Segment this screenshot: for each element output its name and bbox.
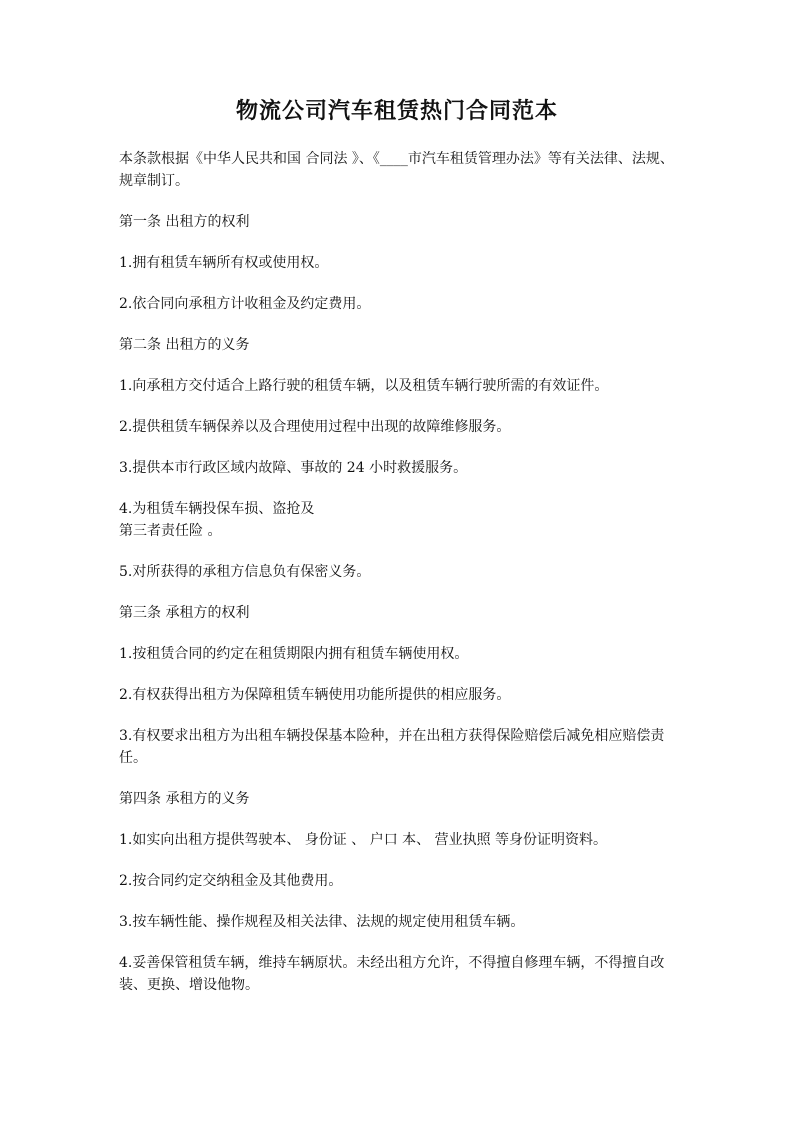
article-3-heading: 第三条 承租方的权利 <box>119 605 250 621</box>
article-2-item-4-line-2: 第三者责任险 。 <box>119 523 222 539</box>
article-4-item-4: 4.妥善保管租赁车辆，维持车辆原状。未经出租方允许，不得擅自修理车辆，不得擅自改装、更换、增设他物。 <box>119 955 665 993</box>
article-4-item-3: 3.按车辆性能、操作规程及相关法律、法规的规定使用租赁车辆。 <box>119 914 525 930</box>
article-3-item-2: 2.有权获得出租方为保障租赁车辆使用功能所提供的相应服务。 <box>119 687 511 703</box>
article-1-item-1: 1.拥有租赁车辆所有权或使用权。 <box>119 255 329 271</box>
article-2-item-5: 5.对所获得的承租方信息负有保密义务。 <box>119 564 371 580</box>
document-body <box>119 148 679 1015</box>
article-2-item-1: 1.向承租方交付适合上路行驶的租赁车辆，以及租赁车辆行驶所需的有效证件。 <box>119 378 609 394</box>
article-4-item-1: 1.如实向出租方提供驾驶本、 身份证 、 户口 本、 营业执照 等身份证明资料。 <box>119 832 608 848</box>
article-2-item-4-line-1: 4.为租赁车辆投保车损、盗抢及 <box>119 501 315 517</box>
article-3-item-1: 1.按租赁合同的约定在租赁期限内拥有租赁车辆使用权。 <box>119 646 469 662</box>
article-4-heading: 第四条 承租方的义务 <box>119 791 250 807</box>
article-3-item-3: 3.有权要求出租方为出租车辆投保基本险种，并在出租方获得保险赔偿后减免相应赔偿责任。 <box>119 728 665 766</box>
document-title: 物流公司汽车租赁热门合同范本 <box>235 98 558 124</box>
article-1-item-2: 2.依合同向承租方计收租金及约定费用。 <box>119 296 371 312</box>
article-4-item-2: 2.按合同约定交纳租金及其他费用。 <box>119 873 343 889</box>
intro-paragraph: 本条款根据《中华人民共和国 合同法 》、《____市汽车租赁管理办法》等有关法律、法规、规章制订。 <box>119 151 674 189</box>
article-1-heading: 第一条 出租方的权利 <box>119 214 250 230</box>
article-2-item-3: 3.提供本市行政区域内故障、事故的 24 小时救援服务。 <box>119 460 468 476</box>
article-2-item-2: 2.提供租赁车辆保养以及合理使用过程中出现的故障维修服务。 <box>119 419 511 435</box>
article-2-heading: 第二条 出租方的义务 <box>119 337 250 353</box>
